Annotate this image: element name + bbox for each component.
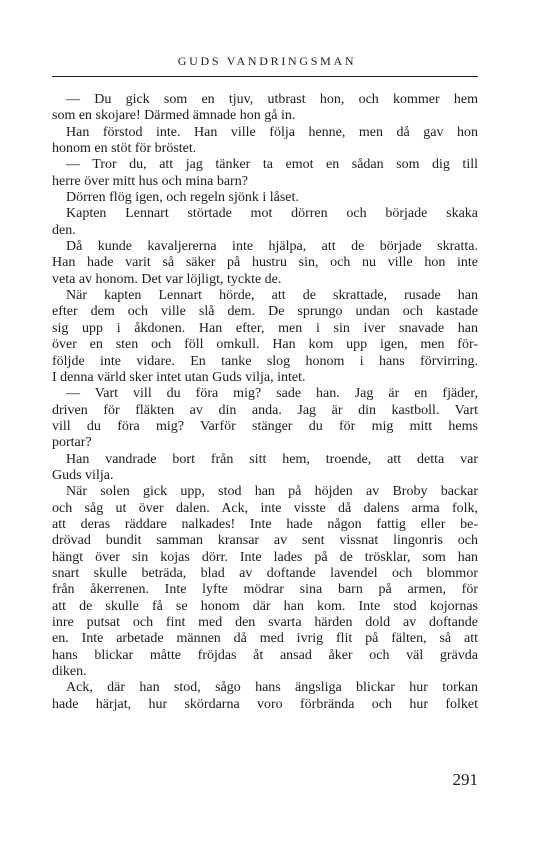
body-text: [52, 92, 478, 713]
text-line: att de skulle få se honom där han kom. Inte stod kojornas: [52, 598, 478, 614]
text-line: Ack, där han stod, sågo hans ängsliga blickar hur torkan: [66, 680, 478, 696]
text-line: följde inte vidare. En tanke slog honom i hans förvirring.: [52, 353, 478, 369]
text-line: Dörren flög igen, och regeln sjönk i låset.: [66, 190, 299, 206]
text-line: Guds vilja.: [52, 467, 114, 483]
text-line: inre putsat och fint med den svarta härden dold av doftande: [52, 615, 478, 630]
text-line: att deras räddare nalkades! Inte hade någon fattig eller be-: [52, 516, 478, 532]
text-line: hade härjat, hur skördarna voro förbrända och hur folket: [52, 696, 478, 712]
running-head: GUDS VANDRINGSMAN: [177, 54, 357, 68]
text-line: efter dem och ville slå dem. De sprungo undan och kastade: [52, 304, 478, 320]
text-line: När solen gick upp, stod han på höjden av Broby backar: [66, 484, 478, 500]
text-line: honom en stöt för bröstet.: [52, 141, 197, 157]
text-line: en. Inte arbetade männen då med ivrig flit på fälten, så att: [52, 631, 478, 647]
text-line: diken.: [52, 664, 87, 680]
text-line: Han hade varit så säker på hustru sin, och nu ville hon inte: [52, 255, 478, 271]
text-line: från åkerrenen. Inte lyfte mödrar sina barn på armen, för: [52, 582, 478, 598]
text-line: som en skojare! Därmed ämnade hon gå in.: [52, 108, 296, 124]
header-rule: [52, 76, 478, 77]
text-line: När kapten Lennart hörde, att de skrattade, rusade han: [66, 288, 478, 304]
text-line: hängt över sin kojas dörr. Inte lades på de trösklar, som han: [52, 549, 478, 565]
text-line: drövad bundit samman kransar av sent vissnat lingonris och: [52, 533, 478, 549]
text-line: — Tror du, att jag tänker ta emot en sådan som dig till: [66, 157, 478, 173]
text-line: och såg ut över dalen. Ack, inte visste då dalens arma folk,: [52, 500, 478, 516]
text-line: I denna värld sker intet utan Guds vilja, intet.: [52, 369, 306, 385]
text-line: — Du gick som en tjuv, utbrast hon, och kommer hem: [66, 92, 478, 107]
text-line: hans blickar måtte fröjdas åt ansad åker och väl grävda: [52, 647, 478, 663]
text-line: veta av honom. Det var löjligt, tyckte de.: [52, 271, 282, 287]
text-line: herre över mitt hus och mina barn?: [52, 173, 248, 189]
text-line: — Vart vill du föra mig? sade han. Jag är en fjäder,: [66, 386, 478, 402]
text-line: Kapten Lennart störtade mot dörren och började skaka: [66, 206, 478, 222]
text-line: snart skulle beträda, blad av doftande lavendel och blommor: [52, 565, 478, 581]
text-line: Då kunde kavaljererna inte hjälpa, att de började skratta.: [66, 239, 478, 255]
text-line: Han vandrade bort från sitt hem, troende, att detta var: [66, 451, 478, 467]
text-line: sig upp i åkdonen. Han efter, men i sin iver snavade han: [52, 320, 478, 336]
text-line: driven för fläkten av din anda. Jag är din kastboll. Vart: [52, 402, 478, 418]
text-line: portar?: [52, 435, 92, 451]
text-line: vill du föra mig? Varför stänger du för mig mitt hems: [52, 418, 478, 434]
text-line: den.: [52, 222, 76, 238]
page-number: 291: [452, 770, 478, 789]
text-line: över en sten och föll omkull. Han kom upp igen, men för-: [52, 337, 478, 353]
text-line: Han förstod inte. Han ville följa henne, men då gav hon: [66, 124, 478, 140]
